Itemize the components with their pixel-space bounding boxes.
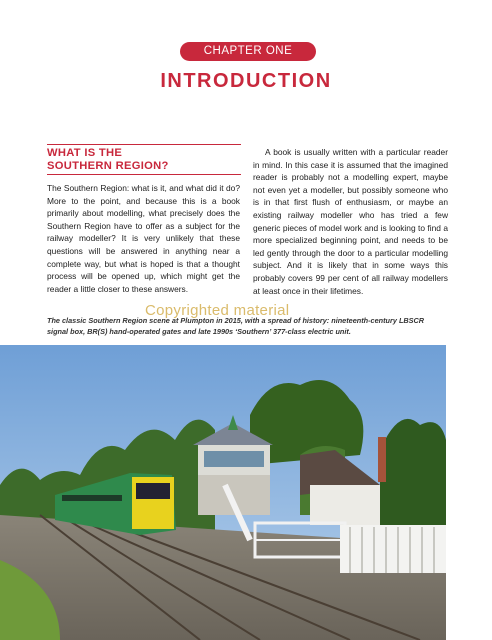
railway-photo bbox=[0, 345, 446, 640]
body-text-left: The Southern Region: what is it, and what did it do? More to the point, and because this is a book primarily about modelling, what precisely does the Southern Region have to offer as a subject for the railway modeller? It is very unlikely that these questions will be answered in anything near a complete way, but what is hoped is that a thought process will be opened up, which might get the reader a little closer to these answers. bbox=[47, 183, 240, 294]
body-text-right: A book is usually written with a particular reader in mind. In this case it is assumed that the imagined reader is probably not a modelling expert, maybe not even yet a modeller, but possibly someone who is in that first flush of enthusiasm, or maybe an existing railway modeller who has tried a few generic pieces of model work and is looking to find a more specialized beginning point, and needs to be led gently through the door to a particular modelling subject. And it is likely that in some ways this probably covers 99 per cent of all railway modellers at least once in their lifetimes. bbox=[253, 147, 448, 296]
section-heading-line1: WHAT IS THE bbox=[47, 147, 123, 159]
heading-rule-top bbox=[47, 144, 241, 145]
copyright-watermark: Copyrighted material bbox=[145, 302, 290, 319]
section-heading bbox=[47, 147, 242, 173]
chapter-label: CHAPTER ONE bbox=[180, 42, 316, 61]
chapter-title: INTRODUCTION bbox=[160, 70, 332, 92]
heading-rule-bottom bbox=[47, 174, 241, 175]
section-heading-line2: SOUTHERN REGION? bbox=[47, 160, 169, 172]
photo-caption: The classic Southern Region scene at Plumpton in 2015, with a spread of history: nineteenth-century LBSCR signal box, BR(S) hand-operated gates and late 1990s ‘Southern’ 377-class electric unit. bbox=[47, 316, 425, 336]
